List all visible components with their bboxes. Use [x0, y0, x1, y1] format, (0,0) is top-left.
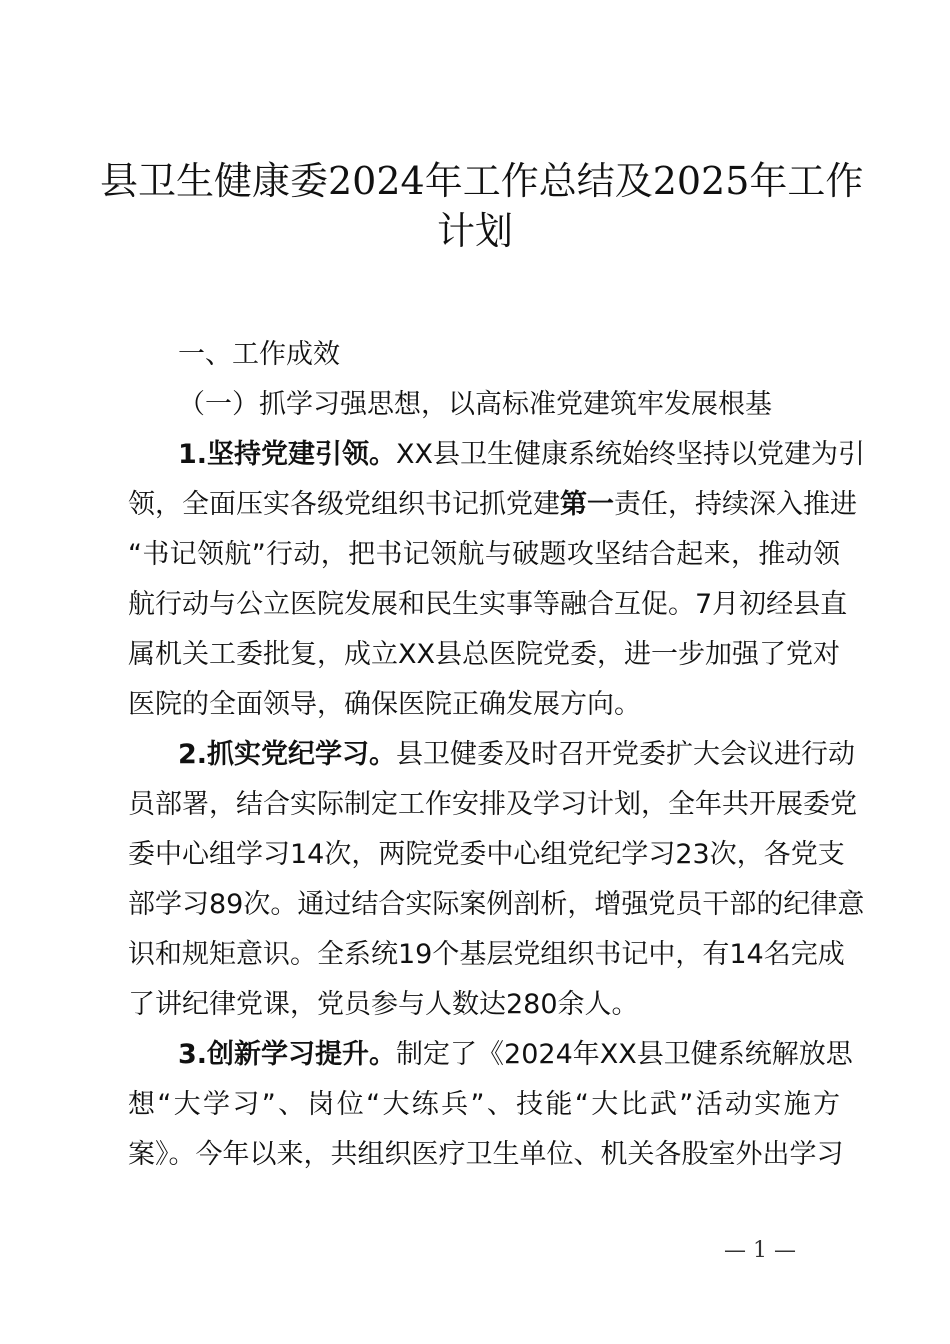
paragraph-1-line-4: 航行动与公立医院发展和民生实事等融合互促。7月初经县直	[128, 589, 848, 620]
paragraph-1-lead: 1.坚持党建引领。	[178, 439, 397, 470]
paragraph-2-line-4: 部学习89次。通过结合实际案例剖析，增强党员干部的纪律意	[128, 889, 865, 920]
paragraph-2-line-6: 了讲纪律党课，党员参与人数达280余人。	[128, 989, 639, 1020]
paragraph-3-text: 制定了《2024年XX县卫健系统解放思	[396, 1039, 853, 1070]
paragraph-1-text: XX县卫生健康系统始终坚持以党建为引	[396, 439, 866, 470]
paragraph-2-line-1	[178, 735, 856, 775]
paragraph-3-lead: 3.创新学习提升。	[178, 1039, 397, 1070]
paragraph-1-emphasis: 第一	[560, 489, 614, 520]
paragraph-3-line-2: 想“大学习”、岗位“大练兵”、技能“大比武”活动实施方	[128, 1089, 840, 1120]
paragraph-2-line-5: 识和规矩意识。全系统19个基层党组织书记中，有14名完成	[128, 939, 845, 970]
paragraph-1-line-5: 属机关工委批复，成立XX县总医院党委，进一步加强了党对	[128, 639, 840, 670]
document-title-line-1: 县卫生健康委2024年工作总结及2025年工作	[100, 159, 864, 203]
paragraph-2-lead: 2.抓实党纪学习。	[178, 739, 397, 770]
paragraph-2-line-3: 委中心组学习14次，两院党委中心组党纪学习23次，各党支	[128, 839, 845, 870]
paragraph-1-line-2	[128, 485, 857, 525]
paragraph-3-line-1	[178, 1035, 853, 1075]
paragraph-1-line-1	[178, 435, 866, 475]
paragraph-1-line-6: 医院的全面领导，确保医院正确发展方向。	[128, 689, 641, 720]
paragraph-3-line-3: 案》。今年以来，共组织医疗卫生单位、机关各股室外出学习	[128, 1139, 844, 1170]
section-heading: 一、工作成效	[178, 339, 340, 370]
paragraph-1-text: 责任，持续深入推进	[614, 489, 857, 520]
document-title-line-2: 计划	[436, 209, 513, 253]
paragraph-1-text: 领，全面压实各级党组织书记抓党建	[128, 489, 560, 520]
paragraph-2-text: 县卫健委及时召开党委扩大会议进行动	[396, 739, 856, 770]
paragraph-1-line-3: “书记领航”行动，把书记领航与破题攻坚结合起来，推动领	[128, 539, 840, 570]
paragraph-2-line-2: 员部署，结合实际制定工作安排及学习计划，全年共开展委党	[128, 789, 857, 820]
page-number: — 1 —	[724, 1238, 796, 1263]
subsection-heading: （一）抓学习强思想，以高标准党建筑牢发展根基	[178, 389, 772, 420]
